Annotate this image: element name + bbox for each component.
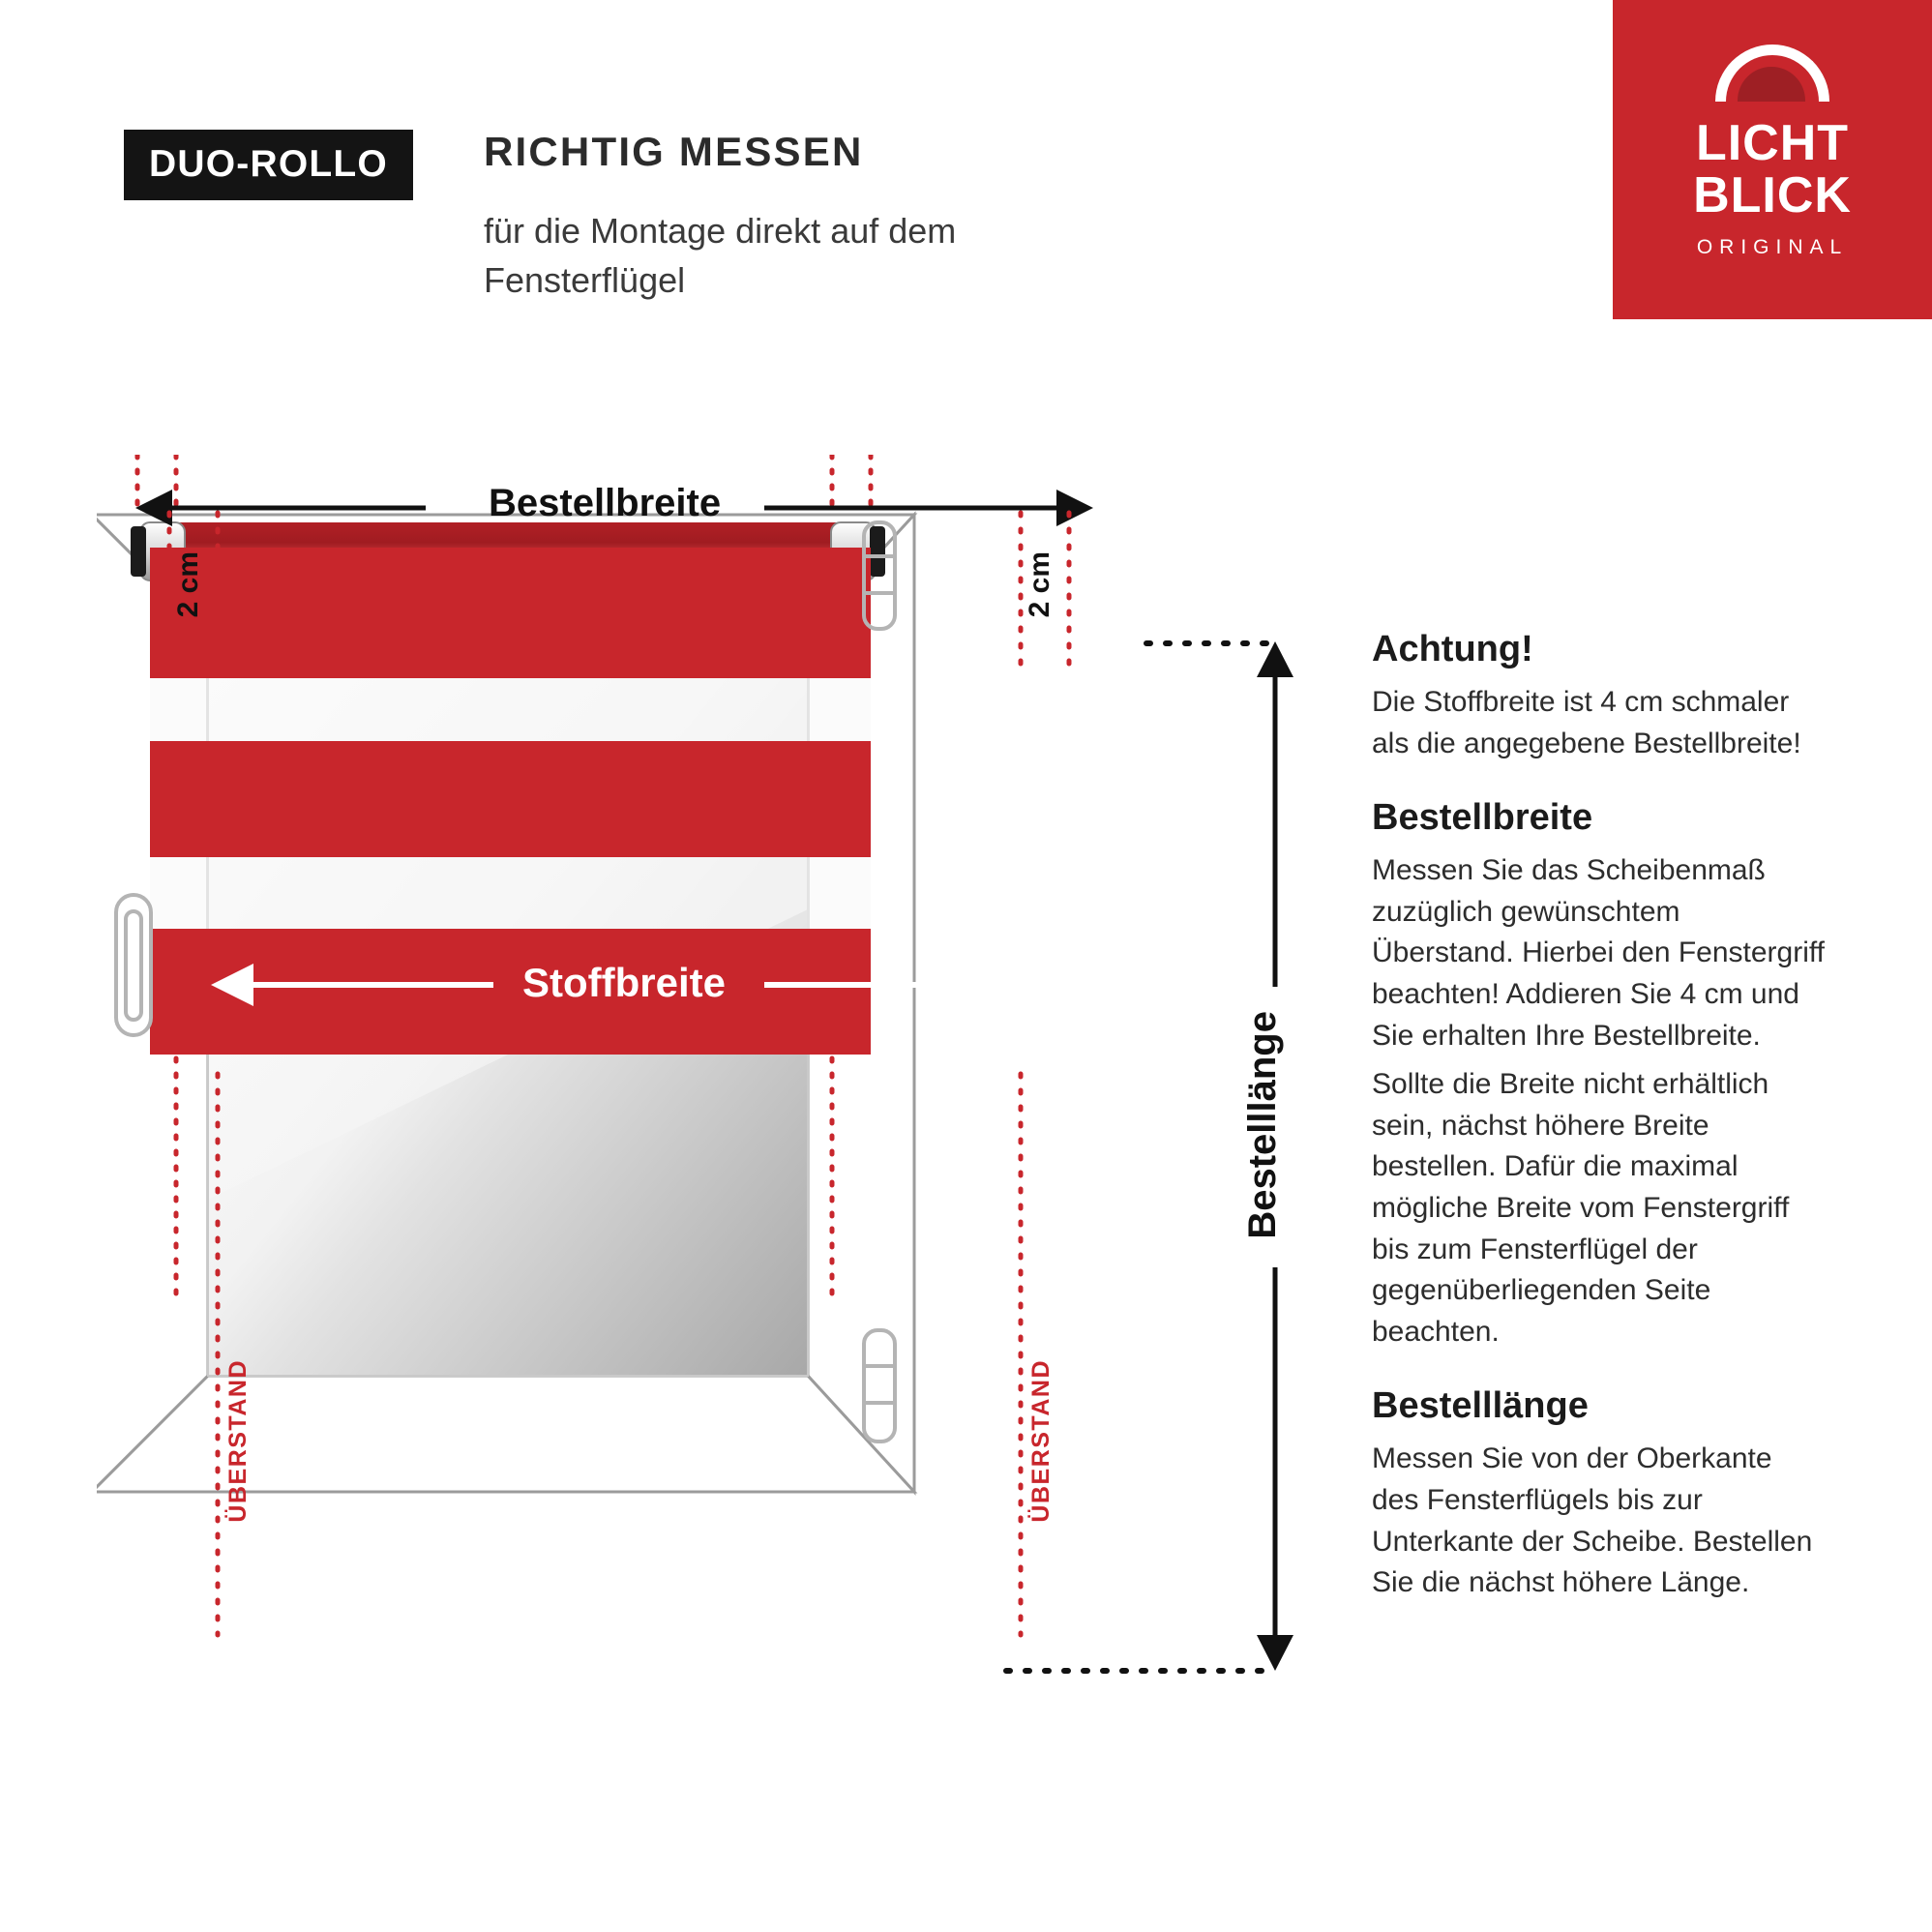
- logo-line-1: LICHT: [1695, 115, 1850, 171]
- fabric-bands: [150, 548, 871, 1055]
- note-achtung: [1372, 629, 1827, 764]
- note-bestellbreite-body: Messen Sie das Scheibenmaß zuzüglich gewünschtem Überstand. Hierbei den Fenstergriff beachten! Addieren Sie 4 cm und Sie erhalten Ihre Bestellbreite.: [1372, 854, 1826, 1052]
- note-bestellbreite-body2: Sollte die Breite nicht erhältlich sein, nächst höhere Breite bestellen. Dafür die maximal mögliche Breite vom Fenstergriff bis zum Fensterflügel der gegenüberliegenden Seite beachten.: [1372, 1068, 1790, 1348]
- note-bestellbreite: [1372, 797, 1827, 1352]
- label-overhang-right: ÜBERSTAND: [1027, 1359, 1055, 1523]
- note-bestelllaenge: [1372, 1385, 1827, 1603]
- note-bestelllaenge-body: Messen Sie von der Oberkante des Fensterflügels bis zur Unterkante der Scheibe. Bestellen Sie die nächst höhere Länge.: [1372, 1442, 1813, 1599]
- measurement-diagram: [97, 455, 1306, 1877]
- label-margin-right: 2 cm: [1024, 551, 1055, 618]
- brand-logo: [1613, 0, 1932, 319]
- note-achtung-body: Die Stoffbreite ist 4 cm schmaler als die angegebene Bestellbreite!: [1372, 686, 1801, 759]
- page-title: RICHTIG MESSEN: [484, 129, 864, 174]
- sun-arc-icon: [1715, 45, 1829, 102]
- note-bestellbreite-heading: Bestellbreite: [1372, 797, 1593, 839]
- note-achtung-heading: Achtung!: [1372, 629, 1533, 669]
- label-order-length: Bestelllänge: [1241, 1011, 1284, 1239]
- note-bestelllaenge-heading: Bestelllänge: [1372, 1385, 1589, 1427]
- label-overhang-left: ÜBERSTAND: [224, 1359, 252, 1523]
- product-type-badge: DUO-ROLLO: [124, 130, 413, 200]
- notes-column: [1372, 629, 1827, 1637]
- page-subtitle: für die Montage direkt auf dem Fensterflügel: [484, 211, 957, 301]
- label-margin-left: 2 cm: [172, 551, 204, 618]
- logo-line-3: ORIGINAL: [1696, 236, 1849, 258]
- label-fabric-width: Stoffbreite: [522, 960, 726, 1005]
- label-order-width: Bestellbreite: [489, 482, 722, 524]
- logo-line-2: BLICK: [1693, 167, 1852, 223]
